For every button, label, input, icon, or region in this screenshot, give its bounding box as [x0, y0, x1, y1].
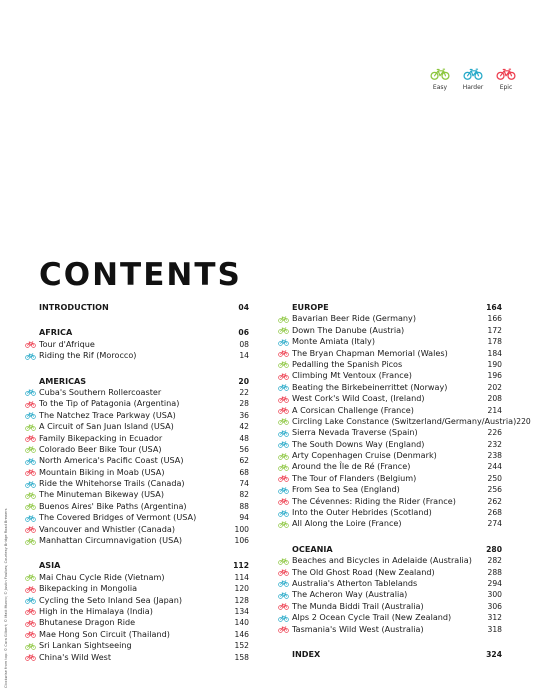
contents-section — [292, 302, 531, 530]
page-number: 48 — [239, 433, 249, 443]
bicycle-icon — [278, 430, 289, 437]
bicycle-icon — [278, 384, 289, 391]
page-number: 306 — [487, 601, 502, 611]
toc-entry[interactable] — [292, 484, 502, 495]
entry-title: Bikepacking in Mongolia — [39, 583, 138, 594]
entry-title: The Natchez Trace Parkway (USA) — [39, 409, 176, 420]
bicycle-icon — [25, 654, 36, 661]
toc-entry[interactable] — [39, 478, 249, 489]
entry-title: Climbing Mt Ventoux (France) — [292, 370, 412, 381]
toc-entry[interactable] — [39, 489, 249, 500]
section-title: INTRODUCTION — [39, 302, 109, 312]
entry-title: Riding the Rif (Morocco) — [39, 350, 137, 361]
bicycle-icon — [278, 453, 289, 460]
page-number: 208 — [487, 394, 502, 404]
bicycle-icon — [278, 396, 289, 403]
page-number: 36 — [239, 410, 249, 420]
entry-title: Bavarian Beer Ride (Germany) — [292, 313, 416, 324]
entry-title: A Corsican Challenge (France) — [292, 404, 414, 415]
bicycle-icon — [25, 435, 36, 442]
toc-entry[interactable] — [39, 501, 249, 512]
legend-easy — [426, 68, 454, 91]
page-number: 128 — [234, 595, 249, 605]
page-title: CONTENTS — [39, 257, 242, 293]
page-number: 256 — [487, 485, 502, 495]
entry-title: Mai Chau Cycle Ride (Vietnam) — [39, 571, 165, 582]
toc-entry[interactable] — [39, 595, 249, 606]
contents-column-left — [39, 302, 249, 663]
contents-section — [39, 560, 249, 663]
toc-entry[interactable] — [39, 652, 249, 663]
bicycle-icon — [25, 481, 36, 488]
entry-title: Vancouver and Whistler (Canada) — [39, 523, 176, 534]
page-number: 280 — [486, 544, 502, 554]
bicycle-icon — [278, 316, 289, 323]
legend-label: Easy — [432, 84, 448, 91]
page-number: 74 — [239, 479, 249, 489]
toc-entry[interactable] — [292, 348, 502, 359]
bicycle-icon — [25, 526, 36, 533]
entry-title: Down The Danube (Austria) — [292, 324, 405, 335]
page-number: 82 — [239, 490, 249, 500]
page-number: 288 — [487, 567, 502, 577]
contents-section — [39, 376, 249, 547]
toc-entry[interactable] — [292, 612, 502, 623]
toc-entry[interactable] — [292, 507, 502, 518]
toc-entry[interactable] — [292, 405, 502, 416]
entry-title: The Old Ghost Road (New Zealand) — [292, 566, 435, 577]
toc-entry[interactable] — [39, 433, 249, 444]
toc-entry[interactable] — [39, 524, 249, 535]
toc-entry[interactable] — [39, 572, 249, 583]
entry-title: Sri Lankan Sightseeing — [39, 640, 132, 651]
bicycle-icon — [278, 521, 289, 528]
bicycle-icon — [278, 626, 289, 633]
entry-title: Sierra Nevada Traverse (Spain) — [292, 427, 418, 438]
section-heading[interactable] — [292, 302, 502, 313]
toc-entry[interactable] — [292, 624, 502, 635]
page-number: 56 — [239, 444, 249, 454]
toc-entry[interactable] — [39, 617, 249, 628]
toc-entry[interactable] — [39, 583, 249, 594]
bicycle-icon — [25, 538, 36, 545]
page-number: 324 — [486, 649, 502, 659]
entry-title: Circling Lake Constance (Switzerland/Germany/Austria) — [292, 415, 517, 426]
section-heading[interactable] — [39, 376, 249, 387]
bicycle-icon — [25, 503, 36, 510]
bicycle-icon — [278, 361, 289, 368]
toc-entry[interactable] — [292, 393, 502, 404]
bicycle-icon — [278, 373, 289, 380]
toc-entry[interactable] — [292, 427, 502, 438]
page-number: 112 — [233, 561, 249, 571]
toc-entry[interactable] — [292, 496, 502, 507]
page-number: 172 — [487, 325, 502, 335]
page-number: 28 — [239, 399, 249, 409]
contents-column-right — [292, 302, 531, 660]
contents-section — [39, 302, 249, 313]
entry-title: Australia's Atherton Tablelands — [292, 577, 418, 588]
bicycle-icon — [25, 341, 36, 348]
entry-title: Cycling the Seto Inland Sea (Japan) — [39, 594, 183, 605]
page-number: 226 — [487, 428, 502, 438]
toc-entry[interactable] — [39, 606, 249, 617]
page-number: 184 — [487, 348, 502, 358]
entry-title: The Cévennes: Riding the Rider (France) — [292, 495, 456, 506]
legend-label: Epic — [499, 84, 513, 91]
section-heading[interactable] — [292, 544, 502, 555]
bicycle-icon — [278, 327, 289, 334]
toc-entry[interactable] — [292, 578, 502, 589]
legend-harder — [459, 68, 487, 91]
page-number: 106 — [234, 536, 249, 546]
entry-title: High in the Himalaya (India) — [39, 605, 153, 616]
bicycle-icon — [25, 586, 36, 593]
bicycle-icon — [25, 620, 36, 627]
section-spacer — [292, 635, 502, 649]
page-number: 294 — [487, 578, 502, 588]
section-title: EUROPE — [292, 302, 329, 312]
entry-title: Arty Copenhagen Cruise (Denmark) — [292, 450, 437, 461]
toc-entry[interactable] — [39, 535, 249, 546]
bicycle-icon — [25, 458, 36, 465]
page-number: 232 — [487, 439, 502, 449]
bicycle-icon — [278, 418, 289, 425]
toc-entry[interactable] — [292, 567, 502, 578]
entry-title: Pedalling the Spanish Picos — [292, 358, 403, 369]
toc-entry[interactable] — [292, 450, 502, 461]
entry-title: From Sea to Sea (England) — [292, 484, 400, 495]
toc-entry[interactable] — [39, 640, 249, 651]
bicycle-icon — [278, 407, 289, 414]
bicycle-icon — [25, 597, 36, 604]
entry-title: The Covered Bridges of Vermont (USA) — [39, 512, 197, 523]
toc-entry[interactable] — [292, 313, 502, 324]
page-number: 158 — [234, 652, 249, 662]
page-number: 312 — [487, 613, 502, 623]
bicycle-icon — [25, 608, 36, 615]
bicycle-icon — [496, 68, 516, 80]
bicycle-icon — [25, 574, 36, 581]
toc-entry[interactable] — [292, 359, 502, 370]
bicycle-icon — [278, 569, 289, 576]
toc-entry[interactable] — [292, 370, 502, 381]
toc-entry[interactable] — [292, 461, 502, 472]
entry-title: Tour d'Afrique — [39, 338, 95, 349]
bicycle-icon — [430, 68, 450, 80]
section-heading[interactable] — [39, 560, 249, 571]
page-number: 214 — [487, 405, 502, 415]
entry-title: Family Bikepacking in Ecuador — [39, 432, 163, 443]
page-number: 274 — [487, 519, 502, 529]
section-title: OCEANIA — [292, 543, 333, 554]
page-number: 146 — [234, 629, 249, 639]
entry-title: North America's Pacific Coast (USA) — [39, 455, 184, 466]
entry-title: Ride the Whitehorse Trails (Canada) — [39, 478, 185, 489]
entry-title: Bhutanese Dragon Ride — [39, 617, 136, 628]
page-number: 250 — [487, 473, 502, 483]
bicycle-icon — [25, 412, 36, 419]
entry-title: Alps 2 Ocean Cycle Trail (New Zealand) — [292, 612, 452, 623]
bicycle-icon — [278, 580, 289, 587]
entry-title: The South Downs Way (England) — [292, 438, 425, 449]
toc-entry[interactable] — [39, 339, 249, 350]
page-number: 114 — [234, 572, 249, 582]
bicycle-icon — [25, 469, 36, 476]
page-number: 04 — [238, 303, 249, 312]
section-heading[interactable] — [292, 649, 502, 660]
bicycle-icon — [278, 498, 289, 505]
entry-title: The Munda Biddi Trail (Australia) — [292, 600, 424, 611]
page-number: 164 — [486, 303, 502, 312]
bicycle-icon — [25, 643, 36, 650]
page-number: 166 — [487, 314, 502, 324]
section-title: INDEX — [292, 648, 321, 659]
entry-title: The Acheron Way (Australia) — [292, 589, 408, 600]
toc-entry[interactable] — [292, 518, 502, 529]
difficulty-legend — [426, 68, 520, 91]
page-number: 62 — [239, 456, 249, 466]
entry-title: Beating the Birkebeinerrittet (Norway) — [292, 381, 448, 392]
toc-entry[interactable] — [39, 410, 249, 421]
page-number: 190 — [487, 359, 502, 369]
bicycle-icon — [278, 510, 289, 517]
page-number: 120 — [234, 584, 249, 594]
bicycle-icon — [25, 401, 36, 408]
toc-entry[interactable] — [292, 439, 502, 450]
toc-entry[interactable] — [39, 387, 249, 398]
section-heading[interactable] — [39, 302, 249, 313]
page-number: 94 — [239, 513, 249, 523]
toc-entry[interactable] — [39, 398, 249, 409]
section-title: AFRICA — [39, 327, 73, 338]
entry-title: Manhattan Circumnavigation (USA) — [39, 535, 183, 546]
page-number: 68 — [239, 467, 249, 477]
entry-title: China's Wild West — [39, 651, 112, 662]
section-spacer — [39, 313, 249, 327]
toc-entry[interactable] — [292, 382, 502, 393]
page-number: 202 — [487, 382, 502, 392]
bicycle-icon — [25, 353, 36, 360]
entry-title: A Circuit of San Juan Island (USA) — [39, 421, 174, 432]
entry-title: Tasmania's Wild West (Australia) — [292, 623, 424, 634]
toc-entry[interactable] — [292, 589, 502, 600]
entry-title: Mae Hong Son Circuit (Thailand) — [39, 628, 170, 639]
bicycle-icon — [25, 446, 36, 453]
page-number: 14 — [239, 351, 249, 361]
bicycle-icon — [278, 464, 289, 471]
page-number: 262 — [487, 496, 502, 506]
page-number: 282 — [487, 556, 502, 566]
contents-section — [39, 327, 249, 361]
entry-title: Around the Île de Ré (France) — [292, 461, 411, 472]
bicycle-icon — [25, 389, 36, 396]
entry-title: Into the Outer Hebrides (Scotland) — [292, 507, 432, 518]
page-number: 244 — [487, 462, 502, 472]
entry-title: Monte Amiata (Italy) — [292, 336, 376, 347]
bicycle-icon — [278, 615, 289, 622]
page-number: 88 — [239, 501, 249, 511]
section-title: ASIA — [39, 560, 61, 571]
page-number: 178 — [487, 337, 502, 347]
toc-entry[interactable] — [292, 415, 531, 427]
page-number: 152 — [234, 641, 249, 651]
section-spacer — [292, 530, 502, 544]
legend-epic — [492, 68, 520, 91]
toc-entry[interactable] — [292, 325, 502, 336]
bicycle-icon — [278, 350, 289, 357]
bicycle-icon — [25, 515, 36, 522]
page-number: 08 — [239, 339, 249, 349]
page-number: 22 — [239, 387, 249, 397]
toc-entry[interactable] — [292, 601, 502, 612]
page-number: 100 — [234, 524, 249, 534]
page-number: 196 — [487, 371, 502, 381]
bicycle-icon — [278, 487, 289, 494]
toc-entry[interactable] — [39, 467, 249, 478]
toc-entry[interactable] — [39, 444, 249, 455]
entry-title: West Cork's Wild Coast, (Ireland) — [292, 393, 425, 404]
page-number: 20 — [238, 376, 249, 386]
bicycle-icon — [278, 592, 289, 599]
legend-label: Harder — [462, 84, 484, 91]
toc-entry[interactable] — [39, 421, 249, 432]
toc-entry[interactable] — [39, 629, 249, 640]
photo-credits: Clockwise from top: © Cara Gilbert; © Matt Munro; © Justin Foulkes; Courtesy Bridge Road Brewers — [4, 508, 8, 688]
entry-title: The Minuteman Bikeway (USA) — [39, 489, 165, 500]
page-number: 140 — [234, 618, 249, 628]
entry-title: Cuba's Southern Rollercoaster — [39, 386, 162, 397]
page-number: 268 — [487, 508, 502, 518]
contents-section — [292, 649, 502, 660]
section-title: AMERICAS — [39, 375, 87, 386]
page-number: 42 — [239, 422, 249, 432]
contents-section — [292, 544, 502, 635]
entry-title: Buenos Aires' Bike Paths (Argentina) — [39, 500, 187, 511]
toc-entry[interactable] — [292, 336, 502, 347]
bicycle-icon — [278, 339, 289, 346]
page-number: 134 — [234, 606, 249, 616]
bicycle-icon — [25, 631, 36, 638]
section-spacer — [39, 546, 249, 560]
page-number: 238 — [487, 451, 502, 461]
page-number: 300 — [487, 590, 502, 600]
bicycle-icon — [25, 424, 36, 431]
toc-entry[interactable] — [39, 455, 249, 466]
bicycle-icon — [278, 603, 289, 610]
bicycle-icon — [278, 441, 289, 448]
entry-title: Mountain Biking in Moab (USA) — [39, 466, 165, 477]
page-number: 220 — [516, 416, 531, 426]
page-number: 318 — [487, 624, 502, 634]
toc-entry[interactable] — [292, 555, 502, 566]
entry-title: To the Tip of Patagonia (Argentina) — [39, 398, 180, 409]
toc-entry[interactable] — [292, 473, 502, 484]
toc-entry[interactable] — [39, 512, 249, 523]
entry-title: Beaches and Bicycles in Adelaide (Australia) — [292, 555, 472, 566]
bicycle-icon — [278, 558, 289, 565]
section-spacer — [39, 362, 249, 376]
entry-title: All Along the Loire (France) — [292, 518, 402, 529]
bicycle-icon — [25, 492, 36, 499]
toc-entry[interactable] — [39, 350, 249, 361]
bicycle-icon — [278, 475, 289, 482]
bicycle-icon — [463, 68, 483, 80]
entry-title: The Tour of Flanders (Belgium) — [292, 472, 417, 483]
entry-title: The Bryan Chapman Memorial (Wales) — [292, 347, 448, 358]
section-heading[interactable] — [39, 327, 249, 338]
page-number: 06 — [238, 328, 249, 338]
entry-title: Colorado Beer Bike Tour (USA) — [39, 443, 162, 454]
